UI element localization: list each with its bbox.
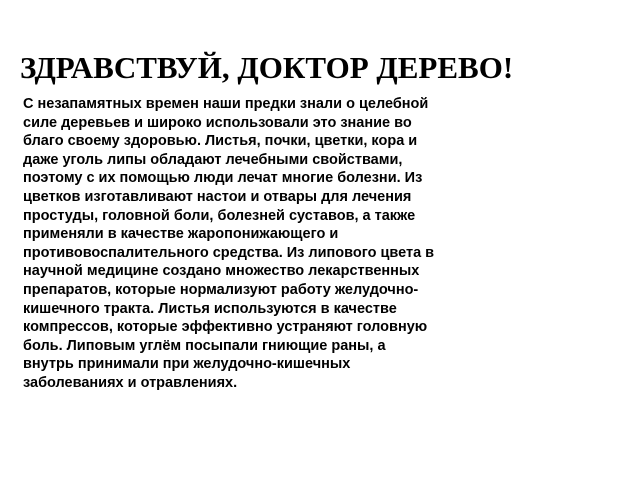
body-line: поэтому с их помощью люди лечат многие болезни. Из bbox=[23, 170, 423, 187]
body-line: силе деревьев и широко использовали это знание во bbox=[23, 114, 412, 131]
body-line: цветков изготавливают настои и отвары для лечения bbox=[23, 188, 412, 205]
body-paragraph bbox=[23, 95, 483, 393]
body-line: даже уголь липы обладают лечебными свойствами, bbox=[23, 151, 403, 168]
body-line: противовоспалительного средства. Из липового цвета в bbox=[23, 244, 435, 261]
body-line: простуды, головной боли, болезней суставов, а также bbox=[23, 207, 416, 224]
body-line: применяли в качестве жаропонижающего и bbox=[23, 226, 339, 243]
body-line: компрессов, которые эффективно устраняют головную bbox=[23, 319, 428, 336]
body-line: препаратов, которые нормализуют работу желудочно- bbox=[23, 281, 419, 298]
slide-title: ЗДРАВСТВУЙ, ДОКТОР ДЕРЕВО! bbox=[20, 50, 514, 85]
body-line: С незапамятных времен наши предки знали о целебной bbox=[23, 96, 429, 112]
body-line: внутрь принимали при желудочно-кишечных bbox=[23, 356, 351, 373]
body-line: боль. Липовым углём посыпали гниющие раны, а bbox=[23, 337, 386, 354]
body-line: благо своему здоровью. Листья, почки, цветки, кора и bbox=[23, 133, 418, 150]
body-line: кишечного тракта. Листья используются в качестве bbox=[23, 300, 397, 317]
body-line: научной медицине создано множество лекарственных bbox=[23, 263, 420, 280]
body-line: заболеваниях и отравлениях. bbox=[23, 374, 238, 391]
